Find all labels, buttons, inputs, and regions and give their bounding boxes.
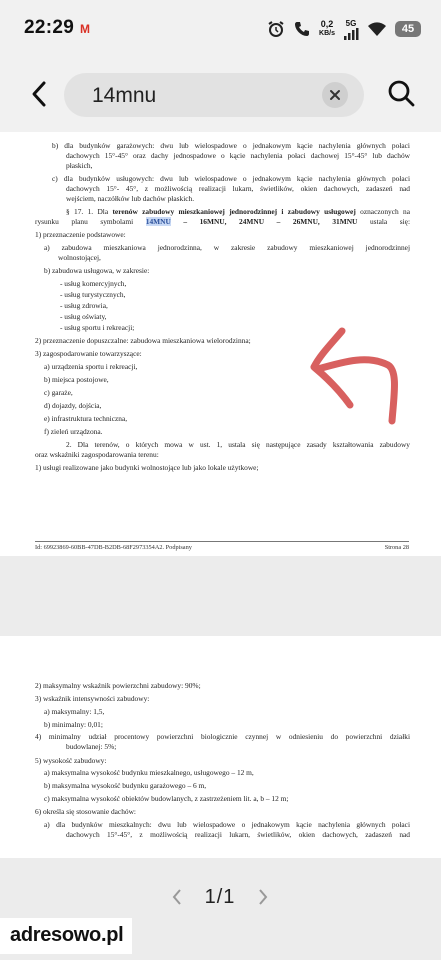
clear-icon[interactable] — [322, 82, 348, 108]
net-speed-unit: KB/s — [319, 30, 335, 37]
document-line: 2) przeznaczenie dopuszczalne: zabudowa mieszkaniowa wielorodzinna; — [35, 336, 251, 345]
document-line: - usług sportu i rekreacji; — [60, 323, 135, 332]
bold-text: – 16MNU, 24MNU – 26MNU, 31MNU — [170, 217, 358, 226]
alarm-icon — [267, 20, 285, 38]
document-line: 3) wskaźnik intensywności zabudowy: — [35, 694, 150, 703]
document-line: 3) zagospodarowanie towarzyszące: — [35, 349, 142, 358]
document-line: b) dla budynków garażowych: dwu lub wielospadowe o jednakowym kącie nachylenia głównych połaci — [52, 141, 410, 150]
document-line: budowlanej: 5%; — [66, 742, 117, 751]
document-line: a) urządzenia sportu i rekreacji, — [44, 362, 138, 371]
clock: 22:29 — [24, 17, 75, 38]
document-line — [35, 217, 410, 227]
document-line: c) dla budynków usługowych: dwu lub wielospadowe o jednakowym kącie nachylenia głównych połaci — [52, 174, 410, 183]
document-line: a) maksymalny: 1,5, — [44, 707, 105, 716]
document-line: - usług komercyjnych, — [60, 279, 127, 288]
document-line: oraz wskaźniki zagospodarowania terenu: — [35, 450, 159, 459]
previous-page-icon[interactable] — [170, 887, 184, 907]
search-input[interactable] — [64, 73, 364, 117]
page-count: 1/1 — [204, 885, 236, 908]
pdf-page-28 — [0, 132, 441, 556]
document-line: 5) wysokość zabudowy: — [35, 756, 107, 765]
call-icon — [293, 20, 311, 38]
document-line: a) zabudowa mieszkaniowa jednorodzinna, w zakresie zabudowy mieszkaniowej jednorodzinnej — [44, 243, 410, 252]
document-id: Id: 69923869-60BB-47DB-B2DB-68F2973354A2. Podpisany — [35, 544, 192, 551]
page-number: Strona 28 — [384, 544, 409, 551]
page-indicator — [170, 882, 270, 912]
watermark-logo — [0, 918, 132, 954]
document-line: 2) maksymalny wskaźnik powierzchni zabudowy: 90%; — [35, 681, 201, 690]
document-line: d) dojazdy, dojścia, — [44, 401, 102, 410]
document-line — [66, 207, 410, 217]
wifi-icon — [367, 21, 387, 37]
document-line: b) minimalny: 0,01; — [44, 720, 103, 729]
network-speed — [319, 20, 335, 38]
network-type: 5G — [345, 18, 357, 28]
document-line: - usług zdrowia, — [60, 301, 108, 310]
search-icon[interactable] — [386, 78, 416, 108]
document-line: a) dla budynków mieszkalnych: dwu lub wielospadowe o jednakowym kącie nachylenia głównych połaci — [44, 820, 410, 829]
document-line: - usług turystycznych, — [60, 290, 126, 299]
document-line: 1) przeznaczenie podstawowe: — [35, 230, 126, 239]
document-line: 1) usługi realizowane jako budynki wolnostojące lub jako lokale użytkowe; — [35, 463, 259, 472]
line-text: § 17. 1. Dla — [66, 207, 113, 216]
net-speed-value: 0,2 — [320, 19, 334, 29]
document-line: c) garaże, — [44, 388, 73, 397]
document-line: wolnostojącej, — [58, 253, 101, 262]
document-line: dachowych 15°-45° oraz dachy jednospadowe o kącie nachylenia połaci dachowej 15°-45° lub dachów — [66, 151, 410, 160]
document-line: płaskich, — [66, 161, 93, 170]
document-line: - usług oświaty, — [60, 312, 107, 321]
search-query[interactable]: 14mnu — [92, 84, 157, 107]
pdf-page-29 — [0, 636, 441, 858]
status-icons — [267, 16, 421, 42]
line-text: oznaczonych na — [355, 207, 410, 216]
document-line: 4) minimalny udział procentowy powierzchni biologicznie czynnej w odniesieniu do powierzchni działki — [35, 732, 410, 741]
document-line: wejściem, naczółków lub dachów płaskich. — [66, 194, 195, 203]
search-highlight: 14MNU — [145, 217, 171, 226]
document-line: a) maksymalna wysokość budynku mieszkalnego, usługowego – 12 m, — [44, 768, 254, 777]
battery-icon: 45 — [395, 21, 421, 37]
document-line: dachowych 15°-45°, z możliwością realizacji lukarn, świetlików, okien dachowych, zadaszeń nad — [66, 830, 410, 839]
document-line: b) miejsca postojowe, — [44, 375, 109, 384]
document-line: e) infrastruktura techniczna, — [44, 414, 128, 423]
page-footer-rule — [35, 541, 409, 542]
bold-text: terenów zabudowy mieszkaniowej jednorodzinnej i zabudowy usługowej — [112, 207, 356, 216]
next-page-icon[interactable] — [256, 887, 270, 907]
document-line: f) zieleń urządzona. — [44, 427, 103, 436]
search-toolbar — [0, 56, 441, 132]
line-text: ustala się: — [357, 217, 410, 226]
status-bar — [0, 0, 441, 56]
document-line: b) zabudowa usługowa, w zakresie: — [44, 266, 150, 275]
document-line: 2. Dla terenów, o których mowa w ust. 1, ustala się następujące zasady kształtowania zabudowy — [66, 440, 410, 449]
document-line: b) maksymalna wysokość budynku garażowego – 6 m, — [44, 781, 207, 790]
document-line: 6) określa się stosowanie dachów: — [35, 807, 136, 816]
gmail-icon: M — [80, 22, 90, 36]
document-line: c) maksymalna wysokość obiektów budowlanych, z zastrzeżeniem lit. a, b – 12 m; — [44, 794, 289, 803]
line-text: rysunku planu symbolami — [35, 217, 146, 226]
back-arrow-icon[interactable] — [26, 80, 54, 108]
annotation-arrow-icon — [306, 325, 406, 429]
signal-icon — [343, 19, 359, 40]
watermark-text: adresowo.pl — [10, 924, 124, 946]
document-line: dachowych 15°- 45°, z możliwością realizacji lukarn, świetlików, okien dachowych, zadaszeń nad — [66, 184, 410, 193]
